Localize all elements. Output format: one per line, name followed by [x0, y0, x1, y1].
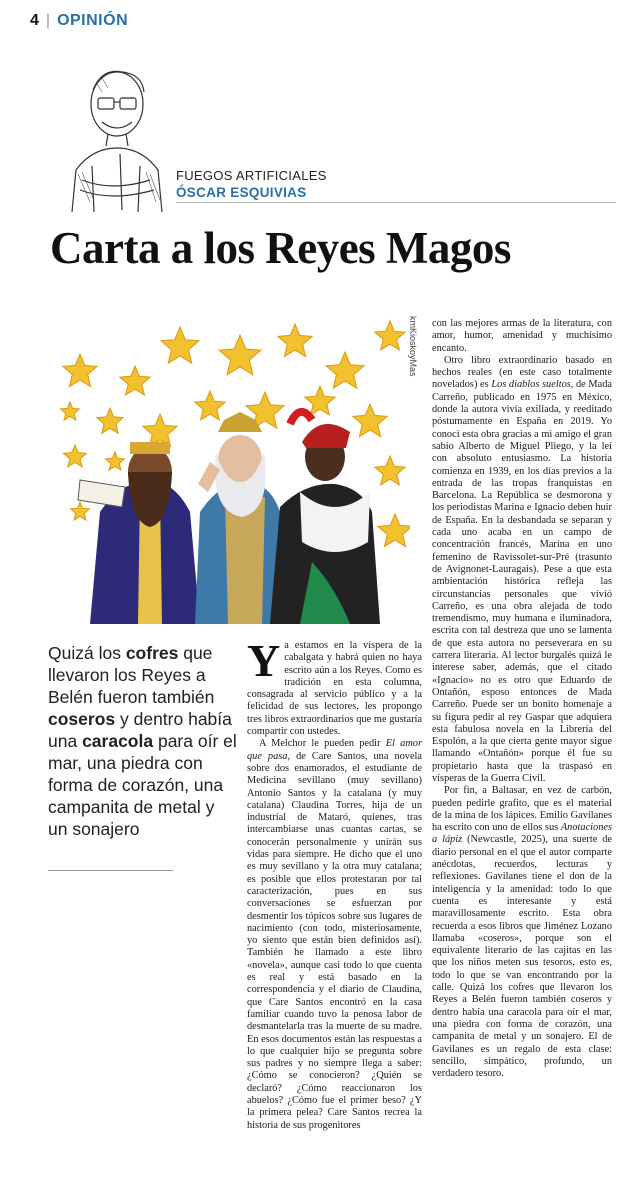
article-paragraph [432, 318, 612, 355]
three-kings-photo-icon [50, 312, 410, 624]
pull-quote-segment: caracola [82, 731, 154, 751]
text-run: Por fin, a Baltasar, en vez de carbón, pueden pedirle grafito, que es el material de la mina de los lápices. Emilio Gavilanes ha escrito con uno de ellos sus [432, 785, 612, 834]
pull-quote [48, 642, 238, 840]
author-name: ÓSCAR ESQUIVIAS [176, 185, 307, 200]
text-run: (Newcastle, 2025), una suerte de diario personal en el que el autor comparte anécdotas, recuerdos, lecturas y reflexiones. Gavilanes tiene el don de la inteligencia y la amenidad: todo lo que cuenta es interesante y está maravillosamente escrito. Esta obra recuerda a esos libros que Jiménez Lozano llamaba «coseros», porque son el equivalente literario de las cajitas en las que los niños meten sus tesoros, esto es, todo lo que se van encontrando por la calle. Quizá los cofres que llevaron los Reyes a Belén fueron también coseros y dentro había una caracola para oír el mar, una piedra con forma de corazón, una campanita de metal y un sonajero. El de Gavilanes es un regalo de esta clase: sencillo, simpático, profundo, un verdadero tesoro. [432, 834, 612, 1080]
pull-quote-rule [48, 870, 173, 871]
pull-quote-segment: que llevaron los Reyes a Belén fueron también [48, 643, 215, 707]
photo-credit: kmKioskoyMas [408, 316, 418, 377]
section-name: OPINIÓN [57, 12, 129, 29]
article-paragraph [432, 785, 612, 1080]
pull-quote-segment: Quizá los [48, 643, 126, 663]
article-paragraph [247, 635, 422, 738]
author-portrait-icon [62, 62, 172, 212]
article-paragraph [247, 738, 422, 1132]
drop-cap: Y [247, 635, 281, 686]
text-run: , de Care Santos, una novela sobre dos enamorados, el estudiante de Medicina sevillano (muy sevillano) Antonio Santos y la catalana (y muy catalana) Claudina Torres, hija de un industrial de Mataró, quienes, tras intercambiarse unas cuantas cartas, se conocerán personalmente y unirán sus vidas para siempre. He dicho que el uno es muy sevillano y la otra muy catalana; es posible que ellos protestaran por tal caracterización, pues en sus conversaciones se esfuerzan por desmentir los tópicos sobre sus lugares de nacimiento (con todo, misteriosamente, yo siento que están bien definidos así). También he llamado a este libro «novela», aunque casi todo lo que cuenta es real y está basado en la correspondencia y el diario de Claudina, que Care Santos encontró en la casa familiar cuando tuvo la penosa labor de desmantelarla tras la muerte de su madre. En esos documentos están las respuestas a lo que cualquier hijo se pregunta sobre sus padres y no siempre llega a saber: ¿Cómo se conocieron? ¿Quién se declaró? ¿Cómo reaccionaron los abuelos? ¿Cómo fue el primer beso? ¿Y la primera pelea? Care Santos recrea la historia de sus progenitores [247, 750, 423, 1131]
book-title: Anotaciones a lápiz [432, 822, 612, 846]
pull-quote-segment: cofres [125, 643, 179, 663]
pull-quote-segment: y dentro había una [48, 709, 232, 751]
column-kicker: FUEGOS ARTIFICIALES [176, 168, 327, 183]
page-header [30, 12, 128, 30]
book-title: El amor que pasa [247, 738, 422, 762]
book-title: Los diablos sueltos [491, 379, 571, 391]
page-number: 4 [30, 12, 39, 29]
article-column-2 [432, 318, 612, 1080]
pull-quote-segment: para oír el mar, una piedra con forma de corazón, una campanita de metal y un sonajero [48, 731, 237, 839]
pull-quote-segment: coseros [48, 709, 116, 729]
text-run: Otro libro extraordinario basado en hechos reales (en este caso totalmente novelados) es [432, 354, 612, 391]
byline-divider [176, 202, 616, 203]
text-run: a estamos en la víspera de la cabalgata y habrá quien no haya escrito aún a los Reyes. Como es tradición en esta columna, consagrada al servicio público y a la felicidad de sus lectores, les propongo tres libros extraordinarios que me gustaría compartir con ustedes. [247, 640, 422, 738]
text-run: A Melchor le pueden pedir [259, 738, 386, 750]
article-column-1 [247, 635, 423, 1132]
header-separator: | [45, 12, 51, 29]
headline: Carta a los Reyes Magos [50, 223, 511, 273]
article-paragraph [432, 355, 612, 785]
byline [176, 168, 327, 200]
text-run: , de Mada Carreño, publicado en 1975 en México, donde la autora vivía exiliada, y reeditado póstumamente en España en 2019. Yo conocí esta obra gracias a mi amigo el gran sabio Alberto de Miguel Pliego, y la leí con absoluto entusiasmo. La historia comienza en 1939, en los días previos a la entrada de las tropas franquistas en Barcelona. La República se desmorona y los periodistas Marina e Ignacio deben huir de España. En la desbandada se separan y cada uno acaba en un campo de concentración francés, Marina en uno femenino de Ravissolet-sur-Pré (trasunto de Avignonet-Lauragais). Pese a que esta ambientación histórica refleja las circunstancias personales que vivió Carreño, es una obra alejada de todo tremendismo, muy humana e iluminadora, escrita con tal destreza que uno se lamenta de que esta autora no perseverara en su carrera literaria. Al lector burgalés quizá le interese saber, además, que el citado «Ignacio» no es otro que Eduardo de Ontañón, esposo entonces de Mada Carreño. Puede ser un bonito homenaje a su figura pedir al rey Gaspar que adquiera esta fabulosa novela en la Librería del Espolón, a la que cierta gente mayor sigue llamando «Ontañón» porque él fue su propietario hasta que la traspasó en vísperas de la Guerra Civil. [432, 379, 612, 784]
text-run: con las mejores armas de la literatura, con amor, humor, amenidad y muchísimo encanto. [432, 318, 612, 354]
